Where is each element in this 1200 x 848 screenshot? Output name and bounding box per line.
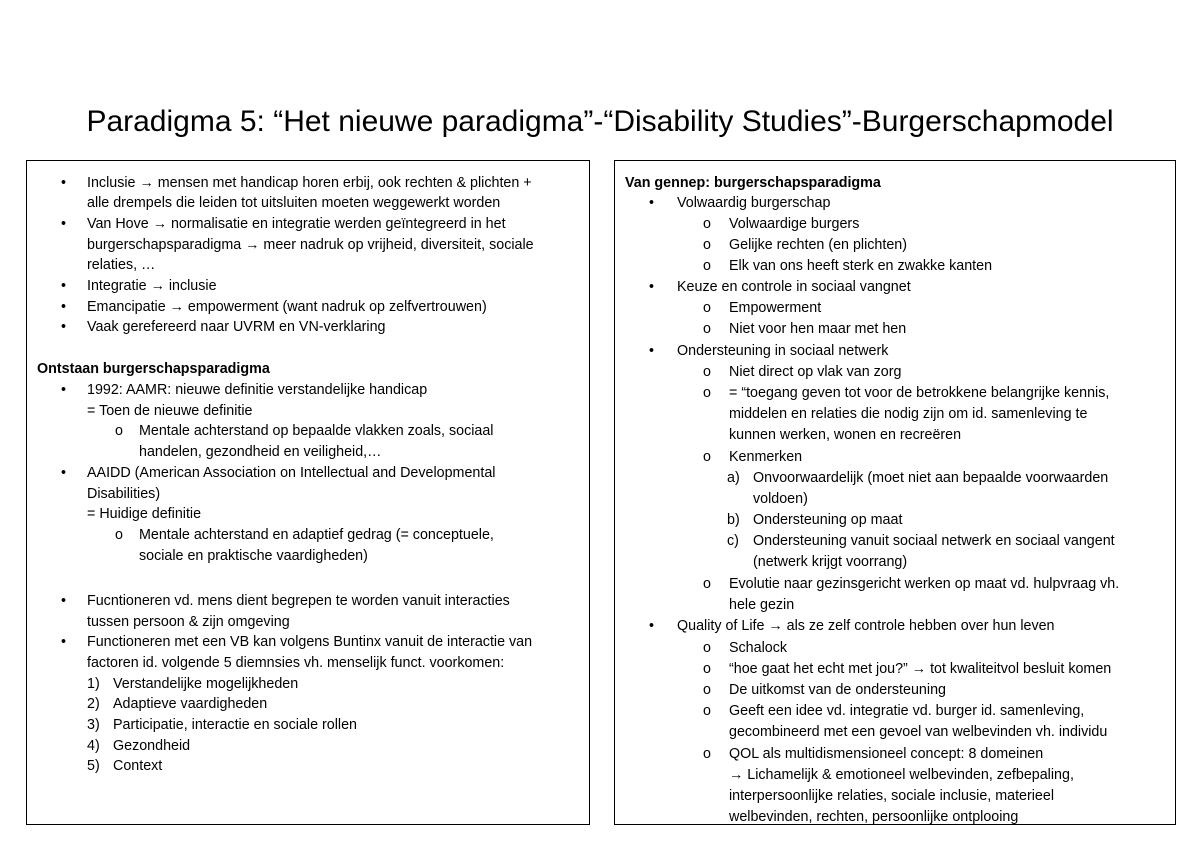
section-heading: Van gennep: burgerschapsparadigma — [625, 175, 881, 191]
list-letter: a) — [727, 470, 740, 486]
note-line: = Huidige definitie — [87, 506, 202, 522]
list-letter: b) — [727, 512, 740, 528]
circle-marker: o — [703, 321, 711, 337]
circle-marker: o — [703, 258, 711, 274]
bullet-marker: • — [61, 634, 67, 650]
note-line: Functioneren met een VB kan volgens Buntinx vanuit de interactie van — [87, 634, 533, 650]
note-line: Vaak gerefereerd naar UVRM en VN-verklaring — [87, 319, 386, 335]
note-line: middelen en relaties die nodig zijn om id. samenleving te — [729, 406, 1088, 422]
bullet-marker: • — [61, 319, 67, 335]
note-line: Geeft een idee vd. integratie vd. burger id. samenleving, — [729, 703, 1085, 719]
note-line: Emancipatie → empowerment (want nadruk op zelfvertrouwen) — [87, 299, 487, 315]
note-line: QOL als multidismensioneel concept: 8 domeinen — [729, 746, 1044, 762]
note-line: Disabilities) — [87, 486, 161, 502]
list-letter: c) — [727, 533, 739, 549]
circle-marker: o — [703, 216, 711, 232]
note-line: welbevinden, rechten, persoonlijke ontplooing — [729, 809, 1019, 825]
circle-marker: o — [703, 682, 711, 698]
bullet-marker: • — [61, 593, 67, 609]
note-line: = Toen de nieuwe definitie — [87, 403, 253, 419]
circle-marker: o — [703, 237, 711, 253]
list-number: 2) — [87, 696, 100, 712]
note-line: voldoen) — [753, 491, 808, 507]
circle-marker: o — [115, 423, 123, 439]
note-line: sociale en praktische vaardigheden) — [139, 548, 368, 564]
note-line: Mentale achterstand op bepaalde vlakken zoals, sociaal — [139, 423, 494, 439]
note-line: Gezondheid — [113, 738, 191, 754]
note-line: Ondersteuning in sociaal netwerk — [677, 343, 889, 359]
circle-marker: o — [703, 449, 711, 465]
note-line: gecombineerd met een gevoel van welbevinden vh. individu — [729, 724, 1108, 740]
note-line: Niet voor hen maar met hen — [729, 321, 907, 337]
note-line: tussen persoon & zijn omgeving — [87, 614, 290, 630]
note-line: Verstandelijke mogelijkheden — [113, 676, 299, 692]
circle-marker: o — [703, 703, 711, 719]
note-line: Participatie, interactie en sociale rollen — [113, 717, 357, 733]
note-line: De uitkomst van de ondersteuning — [729, 682, 946, 698]
note-line: Ondersteuning vanuit sociaal netwerk en sociaal vangent — [753, 533, 1115, 549]
circle-marker: o — [703, 364, 711, 380]
note-line: Volwaardig burgerschap — [677, 195, 831, 211]
note-line: Van Hove → normalisatie en integratie werden geïntegreerd in het — [87, 216, 506, 232]
note-line: = “toegang geven tot voor de betrokkene belangrijke kennis, — [729, 385, 1110, 401]
note-line: Adaptieve vaardigheden — [113, 696, 268, 712]
note-line: (netwerk krijgt voorrang) — [753, 554, 908, 570]
bullet-marker: • — [61, 382, 67, 398]
right-notes-box — [614, 160, 1176, 825]
circle-marker: o — [703, 661, 711, 677]
circle-marker: o — [703, 640, 711, 656]
bullet-marker: • — [61, 216, 67, 232]
note-line: Fucntioneren vd. mens dient begrepen te worden vanuit interacties — [87, 593, 510, 609]
note-line: 1992: AAMR: nieuwe definitie verstandelijke handicap — [87, 382, 428, 398]
bullet-marker: • — [649, 279, 655, 295]
note-line: Integratie → inclusie — [87, 278, 217, 294]
note-line: Schalock — [729, 640, 788, 656]
note-line: hele gezin — [729, 597, 795, 613]
bullet-marker: • — [61, 465, 67, 481]
note-line: factoren id. volgende 5 diemnsies vh. menselijk funct. voorkomen: — [87, 655, 505, 671]
bullet-marker: • — [649, 343, 655, 359]
bullet-marker: • — [61, 299, 67, 315]
note-line: Kenmerken — [729, 449, 803, 465]
note-line: burgerschapsparadigma → meer nadruk op vrijheid, diversiteit, sociale — [87, 237, 534, 253]
note-line: Empowerment — [729, 300, 822, 316]
note-line: alle drempels die leiden tot uitsluiten moeten weggewerkt worden — [87, 195, 501, 211]
circle-marker: o — [703, 385, 711, 401]
note-line: Niet direct op vlak van zorg — [729, 364, 902, 380]
note-line: AAIDD (American Association on Intellectual and Developmental — [87, 465, 496, 481]
list-number: 1) — [87, 676, 100, 692]
bullet-marker: • — [649, 618, 655, 634]
note-line: kunnen werken, wonen en recreëren — [729, 427, 962, 443]
bullet-marker: • — [649, 195, 655, 211]
note-line: Ondersteuning op maat — [753, 512, 903, 528]
note-line: Mentale achterstand en adaptief gedrag (= conceptuele, — [139, 527, 494, 543]
note-line: “hoe gaat het echt met jou?” → tot kwaliteitvol besluit komen — [729, 661, 1112, 677]
section-heading: Ontstaan burgerschapsparadigma — [37, 361, 270, 377]
note-line: handelen, gezondheid en veiligheid,… — [139, 444, 382, 460]
note-line: relaties, … — [87, 257, 156, 273]
note-line: interpersoonlijke relaties, sociale inclusie, materieel — [729, 788, 1055, 804]
page-title: Paradigma 5: “Het nieuwe paradigma”-“Disability Studies”-Burgerschapmodel — [86, 105, 1114, 138]
note-line: Quality of Life → als ze zelf controle hebben over hun leven — [677, 618, 1055, 634]
note-line: Context — [113, 758, 163, 774]
circle-marker: o — [115, 527, 123, 543]
left-notes-box — [26, 160, 590, 825]
note-line: → Lichamelijk & emotioneel welbevinden, zefbepaling, — [729, 767, 1074, 783]
bullet-marker: • — [61, 278, 67, 294]
note-line: Inclusie → mensen met handicap horen erbij, ook rechten & plichten + — [87, 175, 532, 191]
note-line: Elk van ons heeft sterk en zwakke kanten — [729, 258, 993, 274]
circle-marker: o — [703, 300, 711, 316]
note-line: Volwaardige burgers — [729, 216, 860, 232]
note-line: Gelijke rechten (en plichten) — [729, 237, 908, 253]
circle-marker: o — [703, 576, 711, 592]
list-number: 5) — [87, 758, 100, 774]
list-number: 4) — [87, 738, 100, 754]
list-number: 3) — [87, 717, 100, 733]
note-line: Onvoorwaardelijk (moet niet aan bepaalde voorwaarden — [753, 470, 1109, 486]
note-line: Evolutie naar gezinsgericht werken op maat vd. hulpvraag vh. — [729, 576, 1120, 592]
bullet-marker: • — [61, 175, 67, 191]
circle-marker: o — [703, 746, 711, 762]
note-line: Keuze en controle in sociaal vangnet — [677, 279, 911, 295]
